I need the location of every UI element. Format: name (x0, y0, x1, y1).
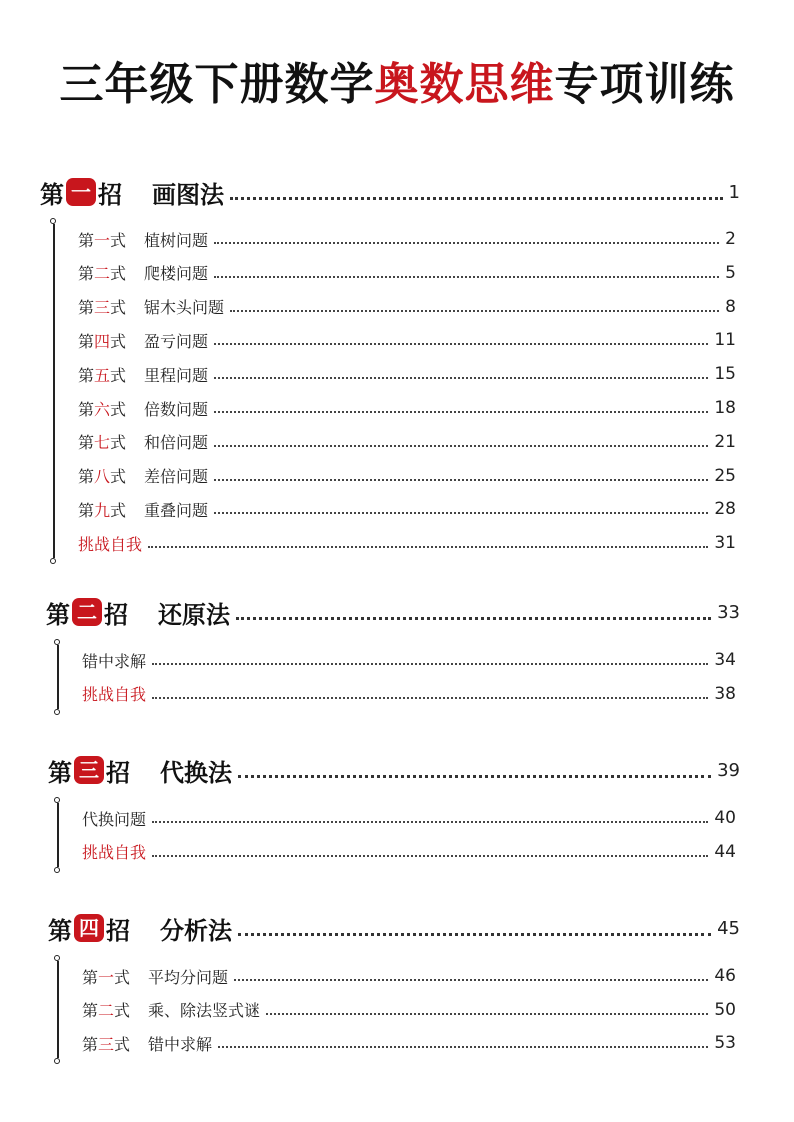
entry-title: 盈亏问题 (144, 331, 209, 351)
entry-title: 倍数问题 (144, 399, 209, 419)
entry-page-number: 28 (714, 499, 736, 520)
dot-leader (214, 276, 719, 278)
entry-page-number: 25 (714, 465, 736, 486)
entry-num: 一 (98, 967, 115, 987)
entry-title: 锯木头问题 (144, 298, 225, 318)
chapter-number-badge: 二 (72, 598, 102, 626)
challenge-title: 挑战自我 (82, 843, 147, 862)
chapter-page-number: 33 (717, 601, 740, 623)
chapter-suffix: 招 (104, 600, 128, 629)
entry-title: 乘、除法竖式谜 (148, 1001, 261, 1020)
toc-entry[interactable] (78, 294, 736, 320)
entry-suffix: 式 (110, 365, 127, 385)
entry-num: 九 (94, 500, 111, 520)
chapter-title: 还原法 (158, 600, 230, 629)
chapter-number-badge: 一 (66, 178, 96, 206)
page-title (0, 48, 794, 112)
entry-num: 四 (94, 331, 111, 351)
chapter-page-number: 1 (728, 181, 740, 203)
chapter-title: 画图法 (152, 180, 224, 209)
entry-number (78, 464, 126, 487)
toc-entry[interactable] (78, 429, 736, 455)
chapter-title: 代换法 (160, 758, 232, 787)
chapter-prefix: 第 (48, 916, 72, 945)
toc-entry[interactable] (78, 260, 736, 286)
entry-suffix: 式 (114, 967, 131, 987)
entry-num: 五 (94, 365, 111, 385)
dot-leader (236, 617, 711, 620)
dot-leader (214, 377, 708, 379)
chapter-number-badge: 三 (74, 756, 104, 784)
entry-suffix: 式 (114, 1001, 131, 1020)
toc-entry[interactable] (82, 1030, 736, 1056)
entry-page-number: 34 (714, 650, 736, 670)
entry-title: 和倍问题 (144, 433, 209, 453)
entry-suffix: 式 (110, 399, 127, 419)
dot-leader (238, 775, 711, 778)
entry-page-number: 5 (725, 262, 736, 283)
dot-leader (230, 310, 719, 312)
chapter-prefix: 第 (40, 180, 64, 209)
dot-leader (214, 512, 708, 514)
entry-number (82, 998, 130, 1021)
entry-prefix: 第 (82, 1034, 99, 1054)
title-part3: 专项训练 (554, 59, 735, 110)
entry-number (78, 228, 126, 251)
entry-title: 重叠问题 (144, 500, 209, 520)
toc-entry[interactable] (82, 647, 736, 673)
challenge-title: 挑战自我 (78, 534, 143, 554)
entry-prefix: 第 (78, 500, 95, 520)
title-part1: 三年级下册数学 (59, 59, 375, 110)
chapter-suffix: 招 (106, 916, 130, 945)
entry-page-number: 31 (714, 533, 736, 554)
entry-page-number: 18 (714, 398, 736, 418)
entry-num: 三 (98, 1034, 115, 1054)
chapter-page-number: 45 (717, 917, 740, 939)
entry-title: 错中求解 (148, 1034, 213, 1054)
entry-num: 一 (94, 230, 111, 250)
entry-suffix: 式 (110, 331, 127, 351)
entry-title: 差倍问题 (144, 467, 209, 487)
entry-num: 二 (94, 264, 111, 284)
entry-page-number: 44 (714, 841, 736, 862)
entry-title: 平均分问题 (148, 967, 229, 987)
entry-title: 里程问题 (144, 365, 209, 385)
entry-num: 三 (94, 298, 111, 318)
entry-num: 八 (94, 467, 111, 487)
entry-page-number: 40 (714, 808, 736, 828)
dot-leader (152, 855, 708, 857)
entry-number (78, 363, 126, 386)
dot-leader (148, 546, 708, 548)
section-bracket (57, 961, 59, 1058)
dot-leader (214, 343, 708, 345)
dot-leader (152, 821, 708, 823)
entry-suffix: 式 (110, 264, 127, 284)
entry-prefix: 第 (78, 433, 95, 453)
toc-entry[interactable] (78, 530, 736, 556)
dot-leader (152, 697, 708, 699)
challenge-title: 挑战自我 (82, 685, 147, 704)
entry-page-number: 11 (714, 330, 736, 351)
chapter-suffix: 招 (98, 180, 122, 209)
toc-entry[interactable] (82, 963, 736, 989)
chapter-heading[interactable] (48, 908, 740, 948)
dot-leader (214, 242, 719, 244)
entry-prefix: 第 (82, 967, 99, 987)
entry-suffix: 式 (110, 230, 127, 250)
dot-leader (214, 445, 708, 447)
entry-title: 代换问题 (82, 809, 147, 829)
entry-page-number: 15 (714, 364, 736, 385)
entry-prefix: 第 (78, 298, 95, 318)
toc-entry[interactable] (78, 496, 736, 522)
entry-prefix: 第 (78, 331, 95, 351)
chapter-prefix: 第 (46, 600, 70, 629)
toc-entry[interactable] (78, 361, 736, 387)
dot-leader (230, 197, 723, 200)
entry-suffix: 式 (110, 467, 127, 487)
chapter-suffix: 招 (106, 758, 130, 787)
toc-entry[interactable] (82, 839, 736, 865)
toc-entry[interactable] (78, 226, 736, 252)
dot-leader (214, 411, 708, 413)
entry-num: 七 (94, 433, 111, 453)
entry-prefix: 第 (82, 1001, 99, 1020)
entry-page-number: 21 (714, 431, 736, 452)
section-bracket (57, 803, 59, 867)
entry-prefix: 第 (78, 365, 95, 385)
entry-suffix: 式 (110, 500, 127, 520)
entry-page-number: 38 (714, 683, 736, 704)
entry-prefix: 第 (78, 264, 95, 284)
entry-suffix: 式 (114, 1034, 131, 1054)
toc-entry[interactable] (78, 463, 736, 489)
entry-page-number: 2 (725, 229, 736, 249)
entry-suffix: 式 (110, 433, 127, 453)
entry-number (78, 329, 126, 352)
entry-number (78, 295, 126, 318)
dot-leader (238, 933, 711, 936)
chapter-prefix: 第 (48, 758, 72, 787)
dot-leader (152, 663, 708, 665)
entry-suffix: 式 (110, 298, 127, 318)
entry-page-number: 50 (714, 999, 736, 1020)
toc-entry[interactable] (82, 997, 736, 1023)
entry-num: 二 (98, 1001, 115, 1020)
chapter-number-badge: 四 (74, 914, 104, 942)
dot-leader (234, 979, 708, 981)
entry-page-number: 53 (714, 1033, 736, 1053)
entry-number (78, 397, 126, 420)
chapter-heading[interactable] (48, 750, 740, 790)
dot-leader (218, 1046, 708, 1048)
toc-entry[interactable] (78, 327, 736, 353)
entry-page-number: 8 (725, 296, 736, 317)
entry-number (78, 261, 126, 284)
entry-prefix: 第 (78, 467, 95, 487)
dot-leader (266, 1013, 708, 1015)
entry-title: 爬楼问题 (144, 264, 209, 284)
toc-entry[interactable] (82, 681, 736, 707)
entry-number (82, 1032, 130, 1055)
entry-number (78, 430, 126, 453)
toc-entry[interactable] (78, 395, 736, 421)
entry-number (82, 965, 130, 988)
chapter-page-number: 39 (717, 759, 740, 781)
entry-num: 六 (94, 399, 111, 419)
title-part2: 奥数思维 (374, 59, 555, 110)
section-bracket (57, 645, 59, 709)
entry-title: 错中求解 (82, 651, 147, 671)
entry-number (78, 498, 126, 521)
chapter-heading[interactable] (46, 592, 740, 632)
entry-page-number: 46 (714, 966, 736, 986)
toc-entry[interactable] (82, 805, 736, 831)
chapter-heading[interactable] (40, 172, 740, 212)
entry-prefix: 第 (78, 230, 95, 250)
chapter-title: 分析法 (160, 916, 232, 945)
entry-prefix: 第 (78, 399, 95, 419)
section-bracket (53, 224, 55, 558)
dot-leader (214, 479, 708, 481)
entry-title: 植树问题 (144, 230, 209, 250)
